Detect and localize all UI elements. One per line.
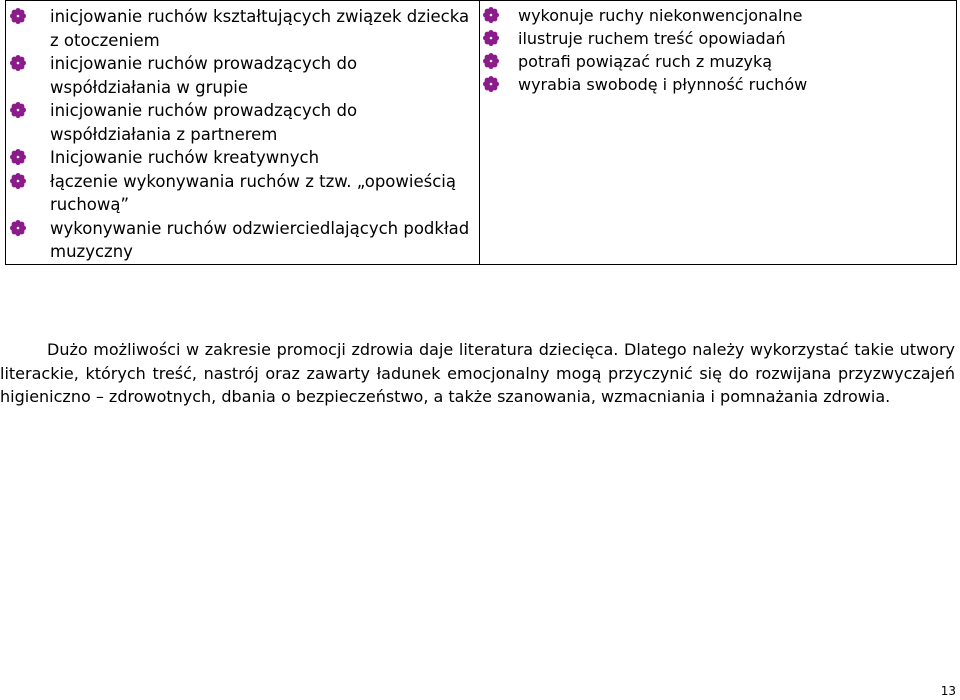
list-item-text: potrafi powiązać ruch z muzyką [518, 52, 773, 71]
list-item-text: inicjowanie ruchów prowadzących do współdziałania z partnerem [50, 101, 358, 144]
right-bullet-list [480, 1, 956, 96]
flower-bullet-icon [483, 7, 499, 23]
list-item-text: ilustruje ruchem treść opowiadań [518, 29, 786, 48]
list-item-text: wyrabia swobodę i płynność ruchów [518, 75, 808, 94]
list-item-text: inicjowanie ruchów kształtujących związek dziecka z otoczeniem [50, 7, 470, 50]
list-item [480, 50, 950, 73]
list-item-text: inicjowanie ruchów prowadzących do współdziałania w grupie [50, 54, 358, 97]
list-item-text: wykonuje ruchy niekonwencjonalne [518, 6, 803, 25]
flower-bullet-icon [483, 30, 499, 46]
page-number: 13 [940, 684, 956, 698]
list-item-text: Inicjowanie ruchów kreatywnych [50, 148, 320, 167]
list-item [480, 4, 950, 27]
list-item [6, 99, 473, 146]
list-item [480, 27, 950, 50]
list-item [6, 5, 473, 52]
left-bullet-list [6, 1, 479, 264]
content-table [5, 0, 957, 265]
left-column-cell [6, 1, 480, 265]
list-item [6, 146, 473, 170]
list-item-text: łączenie wykonywania ruchów z tzw. „opowieścią ruchową” [50, 171, 456, 214]
list-item [6, 52, 473, 99]
list-item [480, 73, 950, 96]
flower-bullet-icon [10, 220, 26, 236]
flower-bullet-icon [483, 76, 499, 92]
list-item-text: wykonywanie ruchów odzwierciedlających podkład muzyczny [50, 218, 470, 261]
flower-bullet-icon [10, 8, 26, 24]
flower-bullet-icon [10, 102, 26, 118]
flower-bullet-icon [10, 149, 26, 165]
list-item [6, 217, 473, 264]
list-item [6, 170, 473, 217]
flower-bullet-icon [10, 173, 26, 189]
right-column-cell [480, 1, 957, 265]
body-paragraph: Dużo możliwości w zakresie promocji zdrowia daje literatura dziecięca. Dlatego należy wykorzystać takie utwory literackie, których treść, nastrój oraz zawarty ładunek emocjonalny mogą przyczynić się do rozwijana przyzwyczajeń higieniczno – zdrowotnych, dbania o bezpieczeństwo, a także szanowania, wzmacniania i pomnażania zdrowia. [0, 340, 955, 406]
flower-bullet-icon [483, 53, 499, 69]
flower-bullet-icon [10, 55, 26, 71]
table-row [6, 1, 957, 265]
